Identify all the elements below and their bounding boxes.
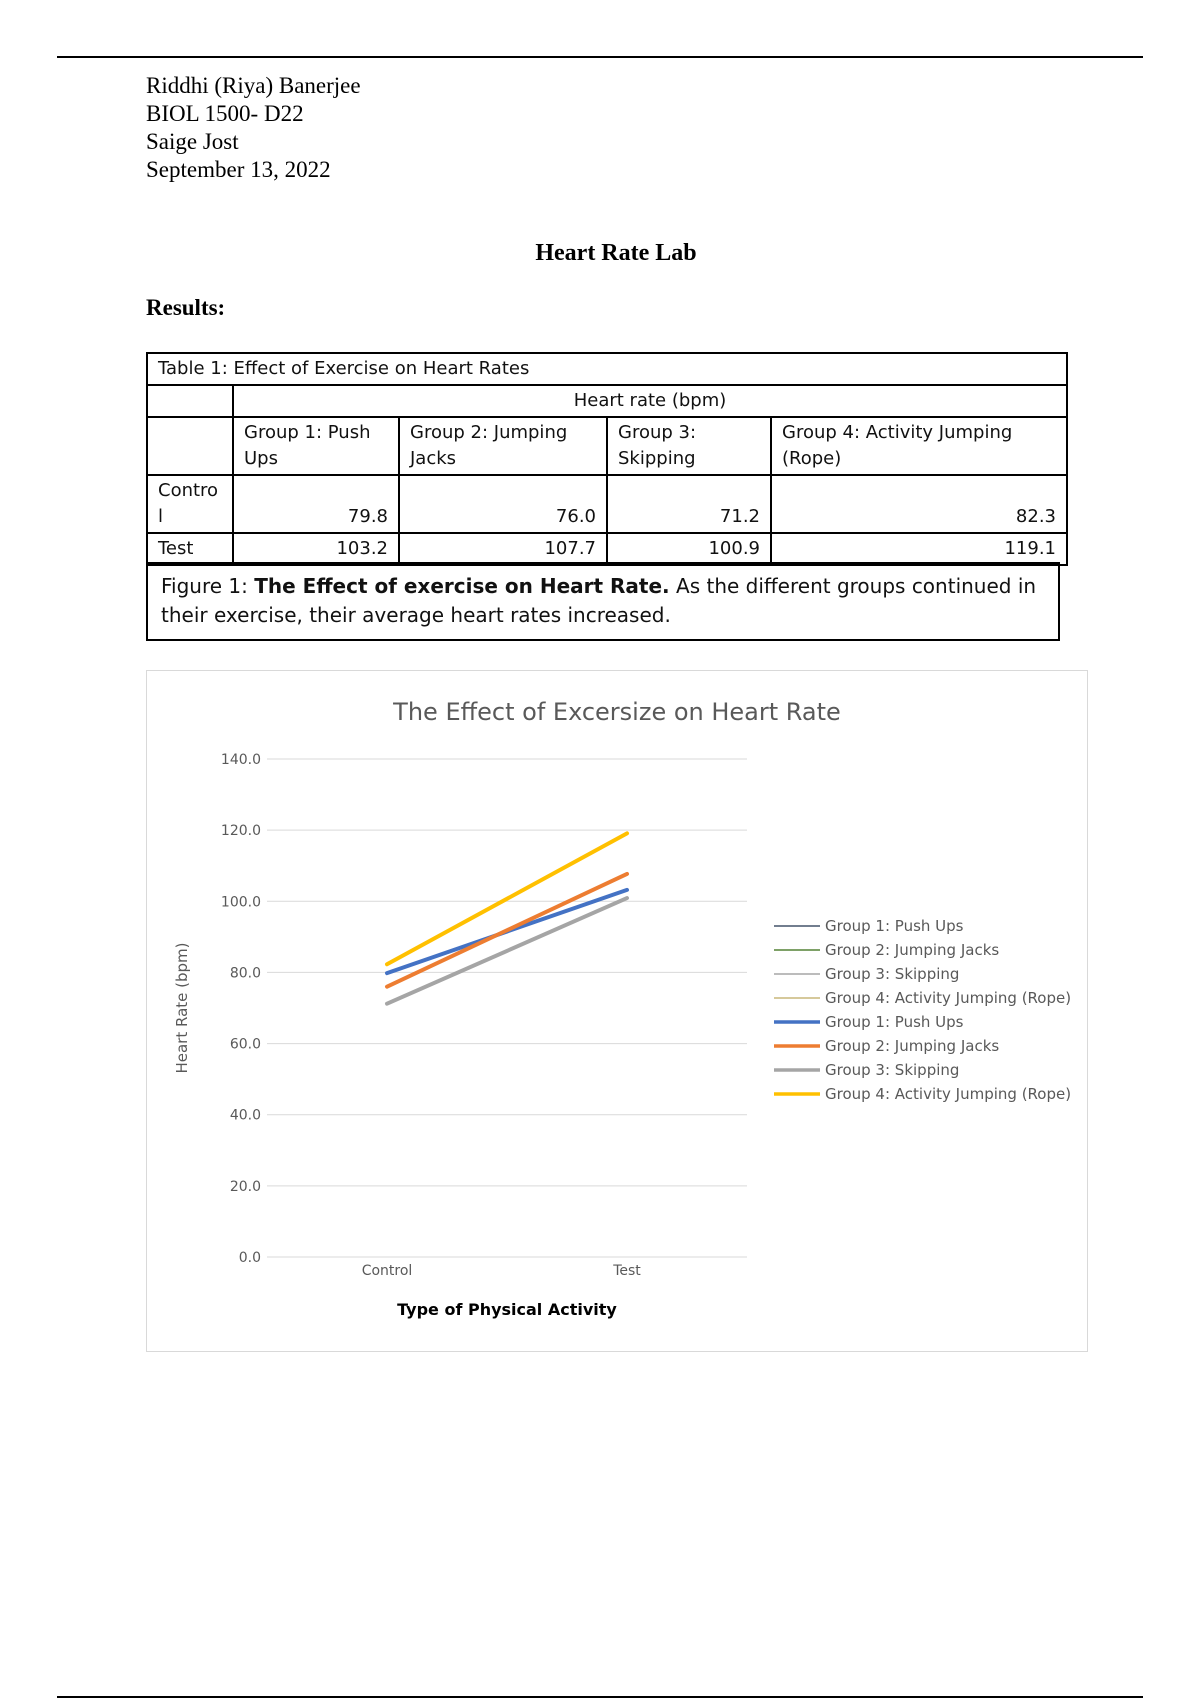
table-cell: 82.3 bbox=[771, 475, 1067, 533]
legend-label: Group 2: Jumping Jacks bbox=[825, 1037, 1000, 1055]
y-tick-label: 40.0 bbox=[229, 1107, 261, 1124]
series-line bbox=[387, 833, 627, 964]
x-tick-label: Test bbox=[613, 1263, 641, 1279]
bottom-rule bbox=[57, 1696, 1143, 1698]
group-header: Heart rate (bpm) bbox=[233, 385, 1067, 417]
y-tick-label: 80.0 bbox=[229, 965, 261, 982]
course-code: BIOL 1500- D22 bbox=[146, 101, 304, 126]
results-heading: Results: bbox=[146, 295, 226, 320]
y-tick-label: 0.0 bbox=[238, 1250, 261, 1266]
table-cell: 103.2 bbox=[233, 533, 399, 565]
legend-label: Group 1: Push Ups bbox=[825, 917, 964, 935]
results-table bbox=[146, 352, 1068, 566]
figure-caption bbox=[146, 562, 1060, 641]
y-tick-label: 100.0 bbox=[220, 894, 261, 911]
table-row bbox=[147, 533, 1067, 565]
figure-caption-prefix: Figure 1: bbox=[161, 574, 255, 598]
empty-cell bbox=[147, 385, 233, 417]
figure-caption-title: The Effect of exercise on Heart Rate. bbox=[254, 574, 670, 598]
chart-container bbox=[146, 670, 1088, 1352]
table-caption-row bbox=[147, 353, 1067, 385]
table-cell: 79.8 bbox=[233, 475, 399, 533]
column-header: Group 4: Activity Jumping (Rope) bbox=[771, 417, 1067, 475]
column-header: Group 3: Skipping bbox=[607, 417, 771, 475]
legend-label: Group 2: Jumping Jacks bbox=[825, 941, 1000, 959]
line-chart bbox=[147, 671, 1087, 1351]
legend-label: Group 3: Skipping bbox=[825, 965, 960, 983]
instructor-name: Saige Jost bbox=[146, 129, 239, 154]
y-tick-label: 20.0 bbox=[229, 1178, 261, 1195]
x-axis-title: Type of Physical Activity bbox=[397, 1300, 617, 1319]
table-caption: Table 1: Effect of Exercise on Heart Rates bbox=[147, 353, 1067, 385]
table-column-header-row bbox=[147, 417, 1067, 475]
row-label: Control bbox=[147, 475, 233, 533]
table-cell: 107.7 bbox=[399, 533, 607, 565]
figure-caption-text: As the different groups continued in their exercise, their average heart rates increased. bbox=[161, 574, 1037, 627]
document-date: September 13, 2022 bbox=[146, 157, 331, 182]
table-cell: 76.0 bbox=[399, 475, 607, 533]
legend-label: Group 1: Push Ups bbox=[825, 1013, 964, 1031]
y-axis-title: Heart Rate (bpm) bbox=[173, 942, 191, 1074]
table-group-header-row bbox=[147, 385, 1067, 417]
chart-title: The Effect of Excersize on Heart Rate bbox=[393, 698, 841, 726]
legend-label: Group 4: Activity Jumping (Rope) bbox=[825, 989, 1072, 1007]
table-cell: 100.9 bbox=[607, 533, 771, 565]
row-label: Test bbox=[147, 533, 233, 565]
document-title: Heart Rate Lab bbox=[535, 240, 697, 266]
series-line bbox=[387, 898, 627, 1004]
legend-label: Group 4: Activity Jumping (Rope) bbox=[825, 1085, 1072, 1103]
author-name: Riddhi (Riya) Banerjee bbox=[146, 73, 361, 98]
series-line bbox=[387, 874, 627, 987]
column-header: Group 2: Jumping Jacks bbox=[399, 417, 607, 475]
y-tick-label: 60.0 bbox=[229, 1036, 261, 1053]
table-cell: 71.2 bbox=[607, 475, 771, 533]
legend-label: Group 3: Skipping bbox=[825, 1061, 960, 1079]
y-tick-label: 140.0 bbox=[220, 752, 261, 768]
empty-cell bbox=[147, 417, 233, 475]
table-row bbox=[147, 475, 1067, 533]
x-tick-label: Control bbox=[361, 1263, 413, 1279]
table-cell: 119.1 bbox=[771, 533, 1067, 565]
y-tick-label: 120.0 bbox=[220, 823, 261, 840]
document-header bbox=[146, 72, 361, 184]
column-header: Group 1: Push Ups bbox=[233, 417, 399, 475]
top-rule bbox=[57, 56, 1143, 58]
